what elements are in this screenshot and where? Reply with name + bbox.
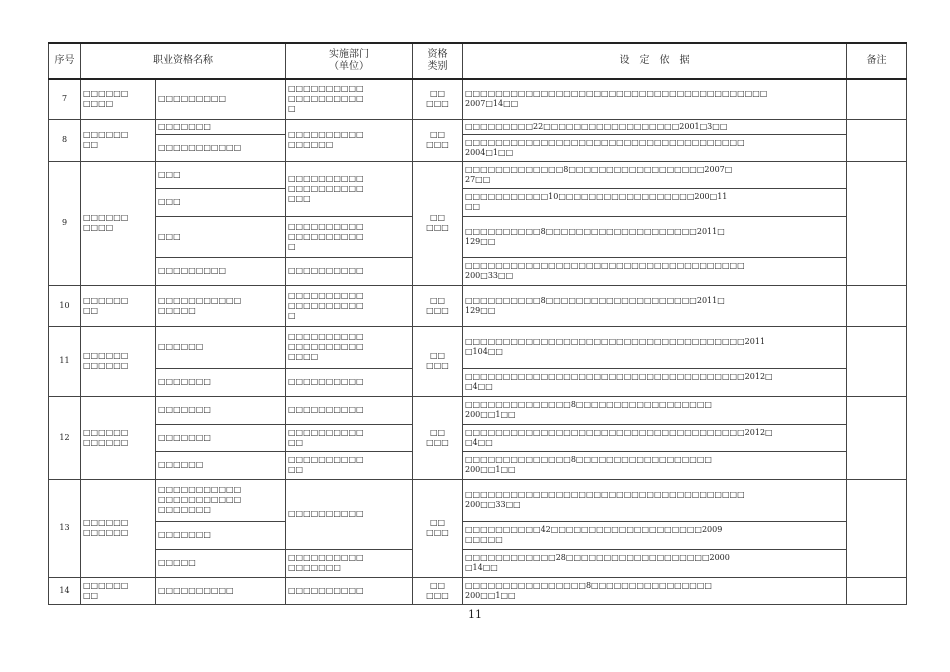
department-cell: □□□□□□□□□□ □□□□□□□ [286, 549, 413, 577]
basis-cell: □□□□□□□□□□□□□□8□□□□□□□□□□□□□□□□□□ 200□□1□□ [463, 451, 847, 479]
basis-cell: □□□□□□□□□□□□□□□□□□□□□□□□□□□□□□□□□□□□□2012□ □4□□ [463, 368, 847, 396]
qualification-name: □□□□□□□ [156, 424, 286, 451]
qualification-name: □□□ [156, 161, 286, 188]
header-name: 职业资格名称 [81, 43, 286, 79]
basis-cell: □□□□□□□□□□□□□8□□□□□□□□□□□□□□□□□□2007□ 27□□ [463, 161, 847, 188]
qualification-name: □□□□□□□□□□□ □□□□□ [156, 285, 286, 326]
header-basis: 设 定 依 据 [463, 43, 847, 79]
table-row [49, 368, 907, 396]
department-cell: □□□□□□□□□□ [286, 479, 413, 549]
basis-cell: □□□□□□□□□□□□□□□□□□□□□□□□□□□□□□□□□□□□□2011 □104□□ [463, 326, 847, 368]
row-number: 14 [49, 577, 81, 604]
department-cell: □□□□□□□□□□ □□□□□□□□□□ □□□□ [286, 326, 413, 368]
qualification-name: □□□□□□□ [156, 119, 286, 134]
header-class: 资格 类别 [413, 43, 463, 79]
class-cell: □□ □□□ [413, 479, 463, 577]
note-cell [847, 577, 907, 604]
basis-cell: □□□□□□□□□□□□□□8□□□□□□□□□□□□□□□□□□ 200□□1□□ [463, 396, 847, 424]
note-cell [847, 161, 907, 285]
qualification-name: □□□□□□□ [156, 521, 286, 549]
basis-cell: □□□□□□□□□□42□□□□□□□□□□□□□□□□□□□□2009 □□□□□ [463, 521, 847, 549]
category-cell: □□□□□□ □□□□ [81, 161, 156, 285]
department-cell: □□□□□□□□□□ □□□□□□□□□□ □□□ [286, 161, 413, 216]
table-row [49, 134, 907, 161]
table-row [49, 451, 907, 479]
table-row [49, 577, 907, 604]
row-number: 7 [49, 79, 81, 119]
qualification-name: □□□ [156, 188, 286, 216]
basis-cell: □□□□□□□□□22□□□□□□□□□□□□□□□□□□2001□3□□ [463, 119, 847, 134]
department-cell: □□□□□□□□□□ [286, 257, 413, 285]
table-row [49, 521, 907, 549]
category-cell: □□□□□□ □□ [81, 119, 156, 161]
qualification-name: □□□□□□□□□□□ [156, 134, 286, 161]
category-cell: □□□□□□ □□□□ [81, 79, 156, 119]
table-row [49, 161, 907, 188]
qualification-name: □□□□□□ [156, 451, 286, 479]
department-cell: □□□□□□□□□□ [286, 577, 413, 604]
row-number: 9 [49, 161, 81, 285]
category-cell: □□□□□□ □□ [81, 577, 156, 604]
qualification-table [48, 42, 907, 605]
qualification-name: □□□□□ [156, 549, 286, 577]
header-dept: 实施部门 （单位） [286, 43, 413, 79]
class-cell: □□ □□□ [413, 326, 463, 396]
note-cell [847, 119, 907, 161]
page-number: 11 [468, 608, 482, 621]
class-cell: □□ □□□ [413, 79, 463, 119]
note-cell [847, 326, 907, 396]
category-cell: □□□□□□ □□□□□□ [81, 326, 156, 396]
class-cell: □□ □□□ [413, 396, 463, 479]
table-row [49, 119, 907, 134]
class-cell: □□ □□□ [413, 577, 463, 604]
class-cell: □□ □□□ [413, 161, 463, 285]
department-cell: □□□□□□□□□□ □□□□□□□□□□ □ [286, 285, 413, 326]
table-row [49, 424, 907, 451]
table-row [49, 396, 907, 424]
category-cell: □□□□□□ □□□□□□ [81, 396, 156, 479]
table-row [49, 326, 907, 368]
note-cell [847, 396, 907, 479]
basis-cell: □□□□□□□□□□□□□□□□□□□□□□□□□□□□□□□□□□□□□ 2004□1□□ [463, 134, 847, 161]
basis-cell: □□□□□□□□□□□□□□□□□□□□□□□□□□□□□□□□□□□□□ 200□□33□□ [463, 479, 847, 521]
header-seq: 序号 [49, 43, 81, 79]
table-row [49, 549, 907, 577]
department-cell: □□□□□□□□□□ □□ [286, 451, 413, 479]
qualification-name: □□□□□□□ [156, 368, 286, 396]
note-cell [847, 79, 907, 119]
row-number: 11 [49, 326, 81, 396]
department-cell: □□□□□□□□□□ □□□□□□□□□□ □ [286, 216, 413, 257]
note-cell [847, 285, 907, 326]
class-cell: □□ □□□ [413, 285, 463, 326]
basis-cell: □□□□□□□□□□8□□□□□□□□□□□□□□□□□□□□2011□ 129□□ [463, 285, 847, 326]
table-row [49, 188, 907, 216]
department-cell: □□□□□□□□□□ □□□□□□□□□□ □ [286, 79, 413, 119]
basis-cell: □□□□□□□□□□□□□□□□□□□□□□□□□□□□□□□□□□□□□ 200□33□□ [463, 257, 847, 285]
table-row [49, 285, 907, 326]
row-number: 10 [49, 285, 81, 326]
table-row [49, 216, 907, 257]
qualification-name: □□□□□□ [156, 326, 286, 368]
qualification-name: □□□□□□□□□ [156, 257, 286, 285]
department-cell: □□□□□□□□□□ □□□□□□ [286, 119, 413, 161]
header-row [49, 43, 907, 79]
table-row [49, 257, 907, 285]
basis-cell: □□□□□□□□□□□□□□□□8□□□□□□□□□□□□□□□□ 200□□1□□ [463, 577, 847, 604]
qualification-name: □□□□□□□□□□ [156, 577, 286, 604]
row-number: 13 [49, 479, 81, 577]
basis-cell: □□□□□□□□□□□□□□□□□□□□□□□□□□□□□□□□□□□□□2012□ □4□□ [463, 424, 847, 451]
department-cell: □□□□□□□□□□ [286, 368, 413, 396]
header-note: 备注 [847, 43, 907, 79]
qualification-name: □□□□□□□□□□□ □□□□□□□□□□□ □□□□□□□ [156, 479, 286, 521]
qualification-name: □□□□□□□□□ [156, 79, 286, 119]
department-cell: □□□□□□□□□□ □□ [286, 424, 413, 451]
basis-cell: □□□□□□□□□□□10□□□□□□□□□□□□□□□□□□200□11 □□ [463, 188, 847, 216]
qualification-name: □□□ [156, 216, 286, 257]
table-row [49, 79, 907, 119]
basis-cell: □□□□□□□□□□8□□□□□□□□□□□□□□□□□□□□2011□ 129□□ [463, 216, 847, 257]
class-cell: □□ □□□ [413, 119, 463, 161]
qualification-name: □□□□□□□ [156, 396, 286, 424]
row-number: 8 [49, 119, 81, 161]
note-cell [847, 479, 907, 577]
department-cell: □□□□□□□□□□ [286, 396, 413, 424]
category-cell: □□□□□□ □□□□□□ [81, 479, 156, 577]
table-row [49, 479, 907, 521]
row-number: 12 [49, 396, 81, 479]
basis-cell: □□□□□□□□□□□□28□□□□□□□□□□□□□□□□□□□2000 □14□□ [463, 549, 847, 577]
category-cell: □□□□□□ □□ [81, 285, 156, 326]
basis-cell: □□□□□□□□□□□□□□□□□□□□□□□□□□□□□□□□□□□□□□□□ 2007□14□□ [463, 79, 847, 119]
